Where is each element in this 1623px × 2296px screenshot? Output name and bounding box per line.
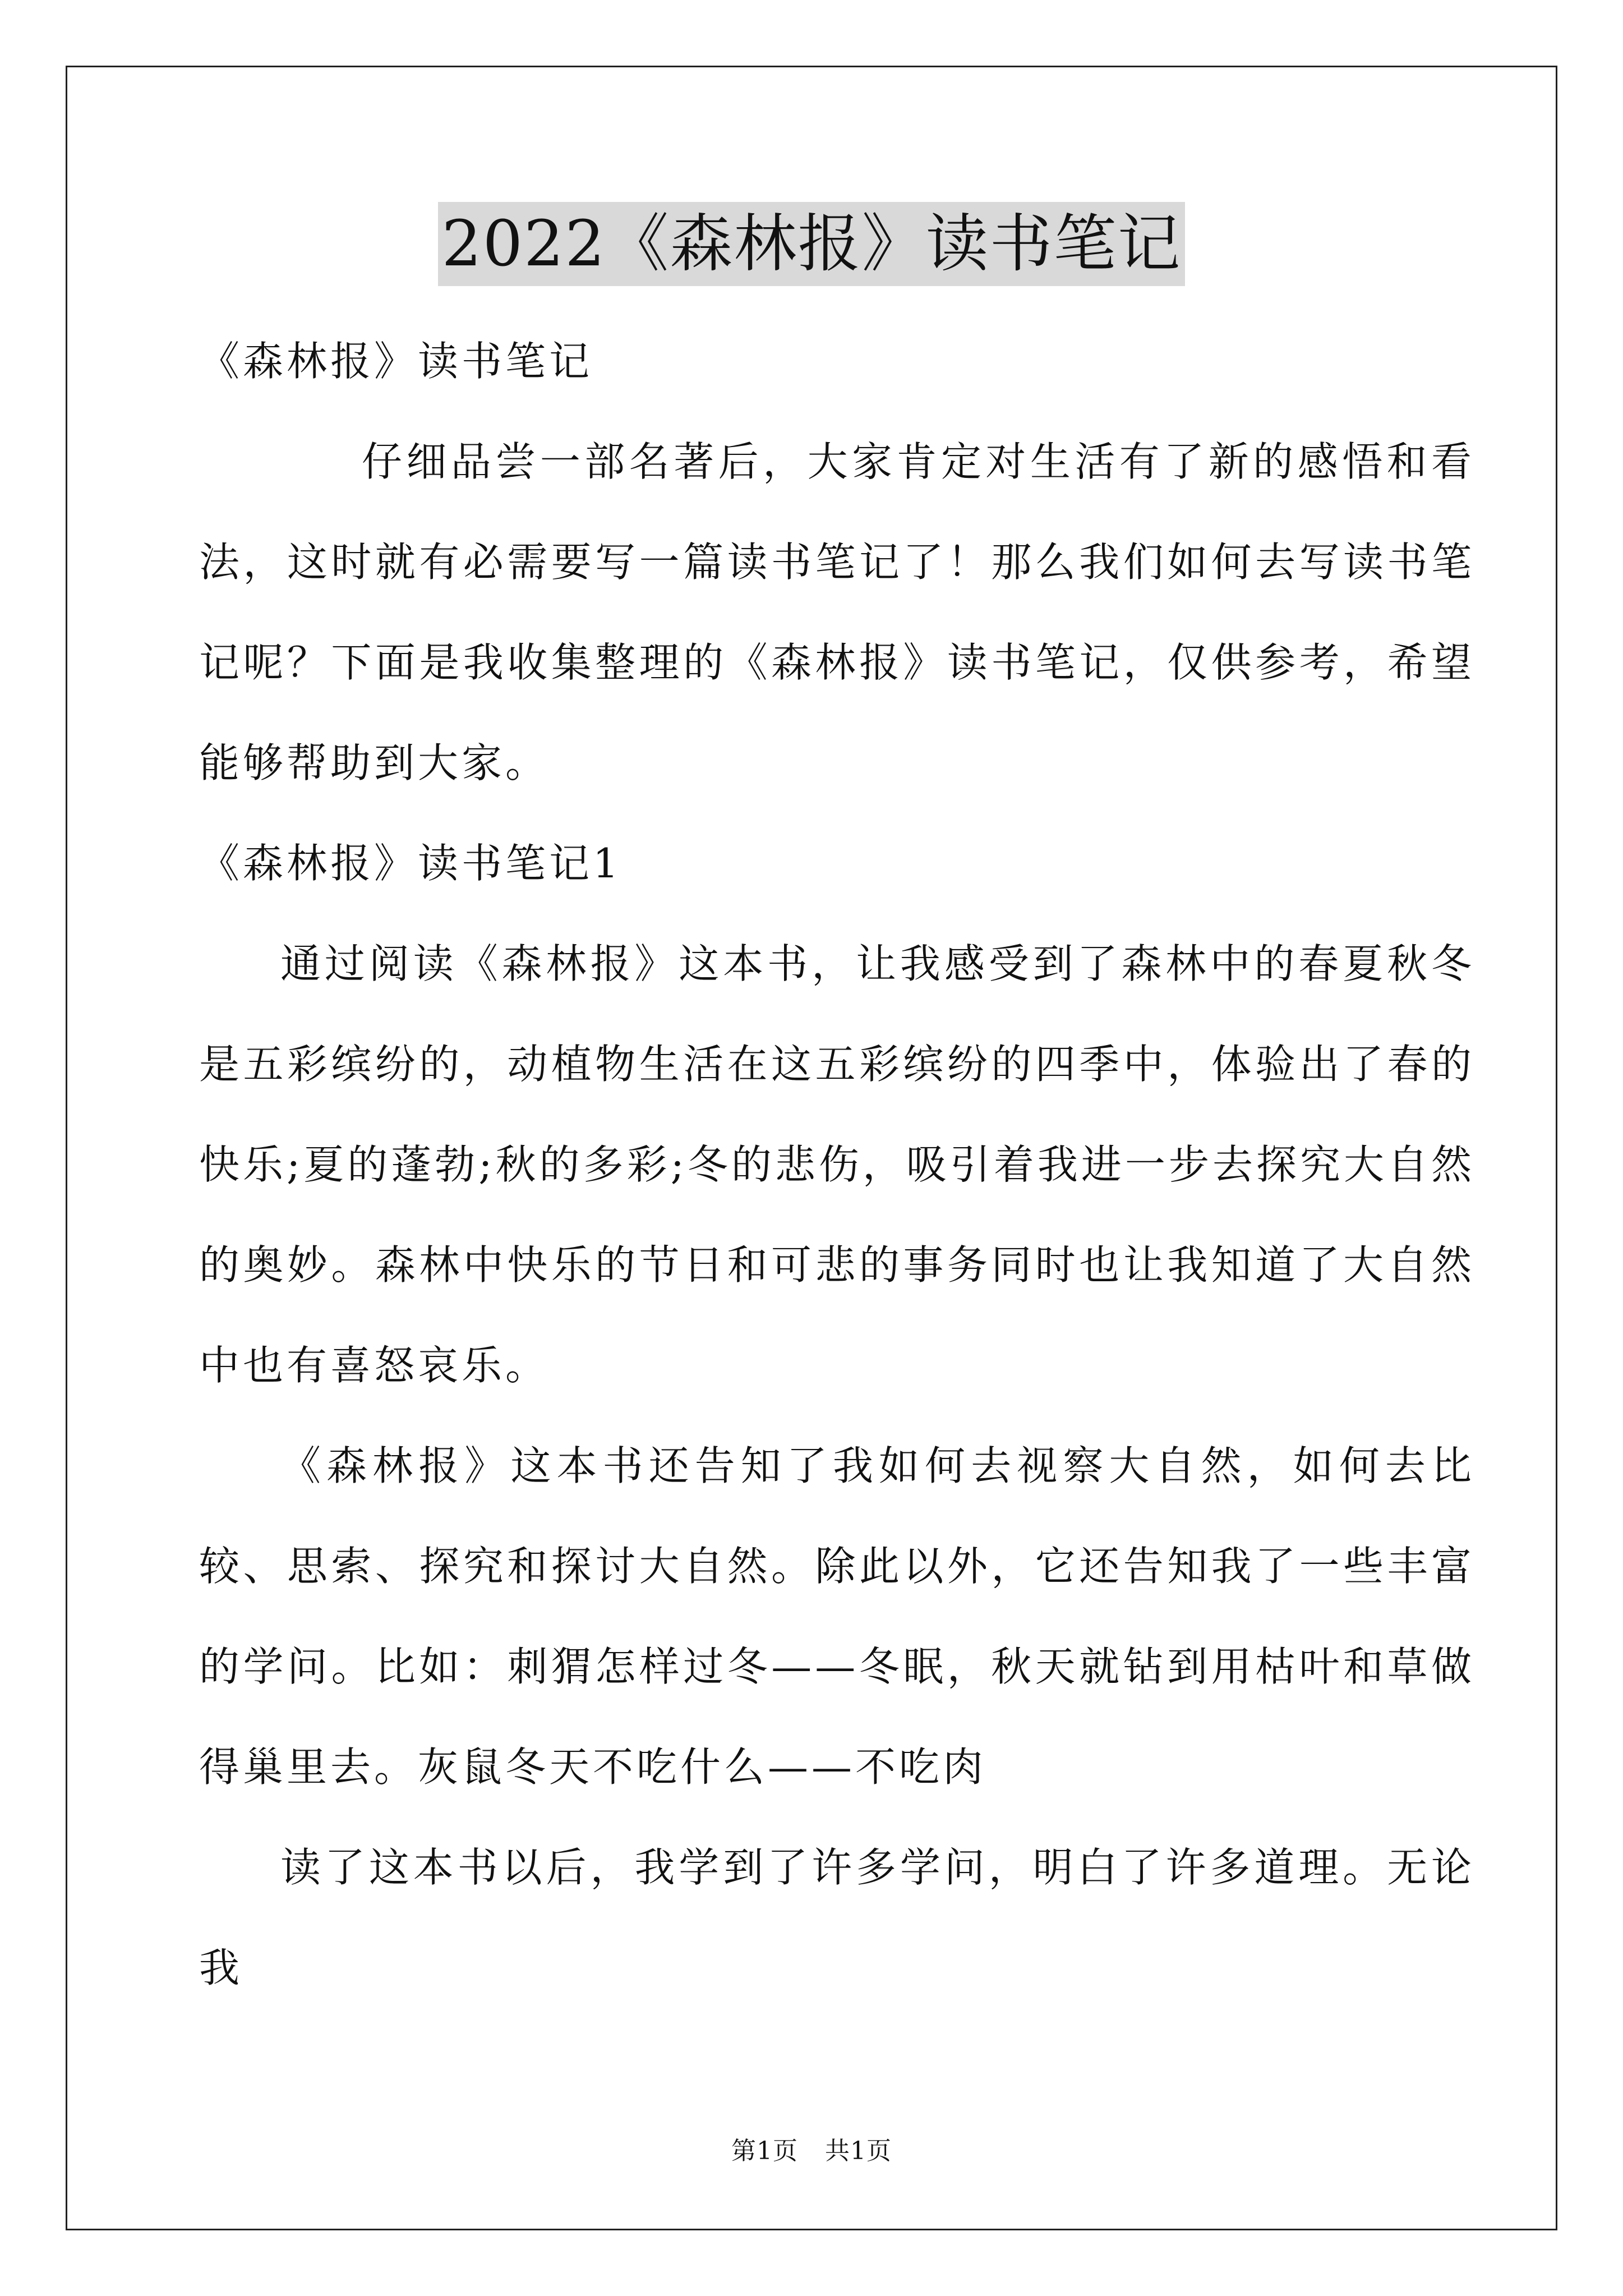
page-total: 共1页 <box>825 2137 892 2165</box>
body-paragraph: 通过阅读《森林报》这本书，让我感受到了森林中的春夏秋冬是五彩缤纷的，动植物生活在这五彩缤纷的四季中，体验出了春的快乐;夏的蓬勃;秋的多彩;冬的悲伤，吸引着我进一步去探究大自然的奥妙。森林中快乐的节日和可悲的事务同时也让我知道了大自然中也有喜怒哀乐。 <box>199 940 1475 1389</box>
page-number: 第1页 <box>731 2137 798 2165</box>
document-body <box>199 311 1475 2018</box>
page-footer <box>0 2134 1623 2168</box>
body-paragraph: 《森林报》这本书还告知了我如何去视察大自然，如何去比较、思索、探究和探讨大自然。除此以外，它还告知我了一些丰富的学问。比如：刺猬怎样过冬——冬眠，秋天就钻到用枯叶和草做得巢里去。灰鼠冬天不吃什么——不吃肉 <box>199 1442 1475 1791</box>
intro-paragraph: 仔细品尝一部名著后，大家肯定对生活有了新的感悟和看法，这时就有必需要写一篇读书笔记了！那么我们如何去写读书笔记呢？下面是我收集整理的《森林报》读书笔记，仅供参考，希望能够帮助到大家。 <box>199 438 1475 786</box>
body-paragraph: 读了这本书以后，我学到了许多学问，明白了许多道理。无论我 <box>199 1844 1475 1991</box>
section-heading: 《森林报》读书笔记1 <box>199 840 622 887</box>
document-title: 2022《森林报》读书笔记 <box>438 202 1184 286</box>
section-heading: 《森林报》读书笔记 <box>199 338 593 385</box>
title-container <box>0 202 1623 286</box>
